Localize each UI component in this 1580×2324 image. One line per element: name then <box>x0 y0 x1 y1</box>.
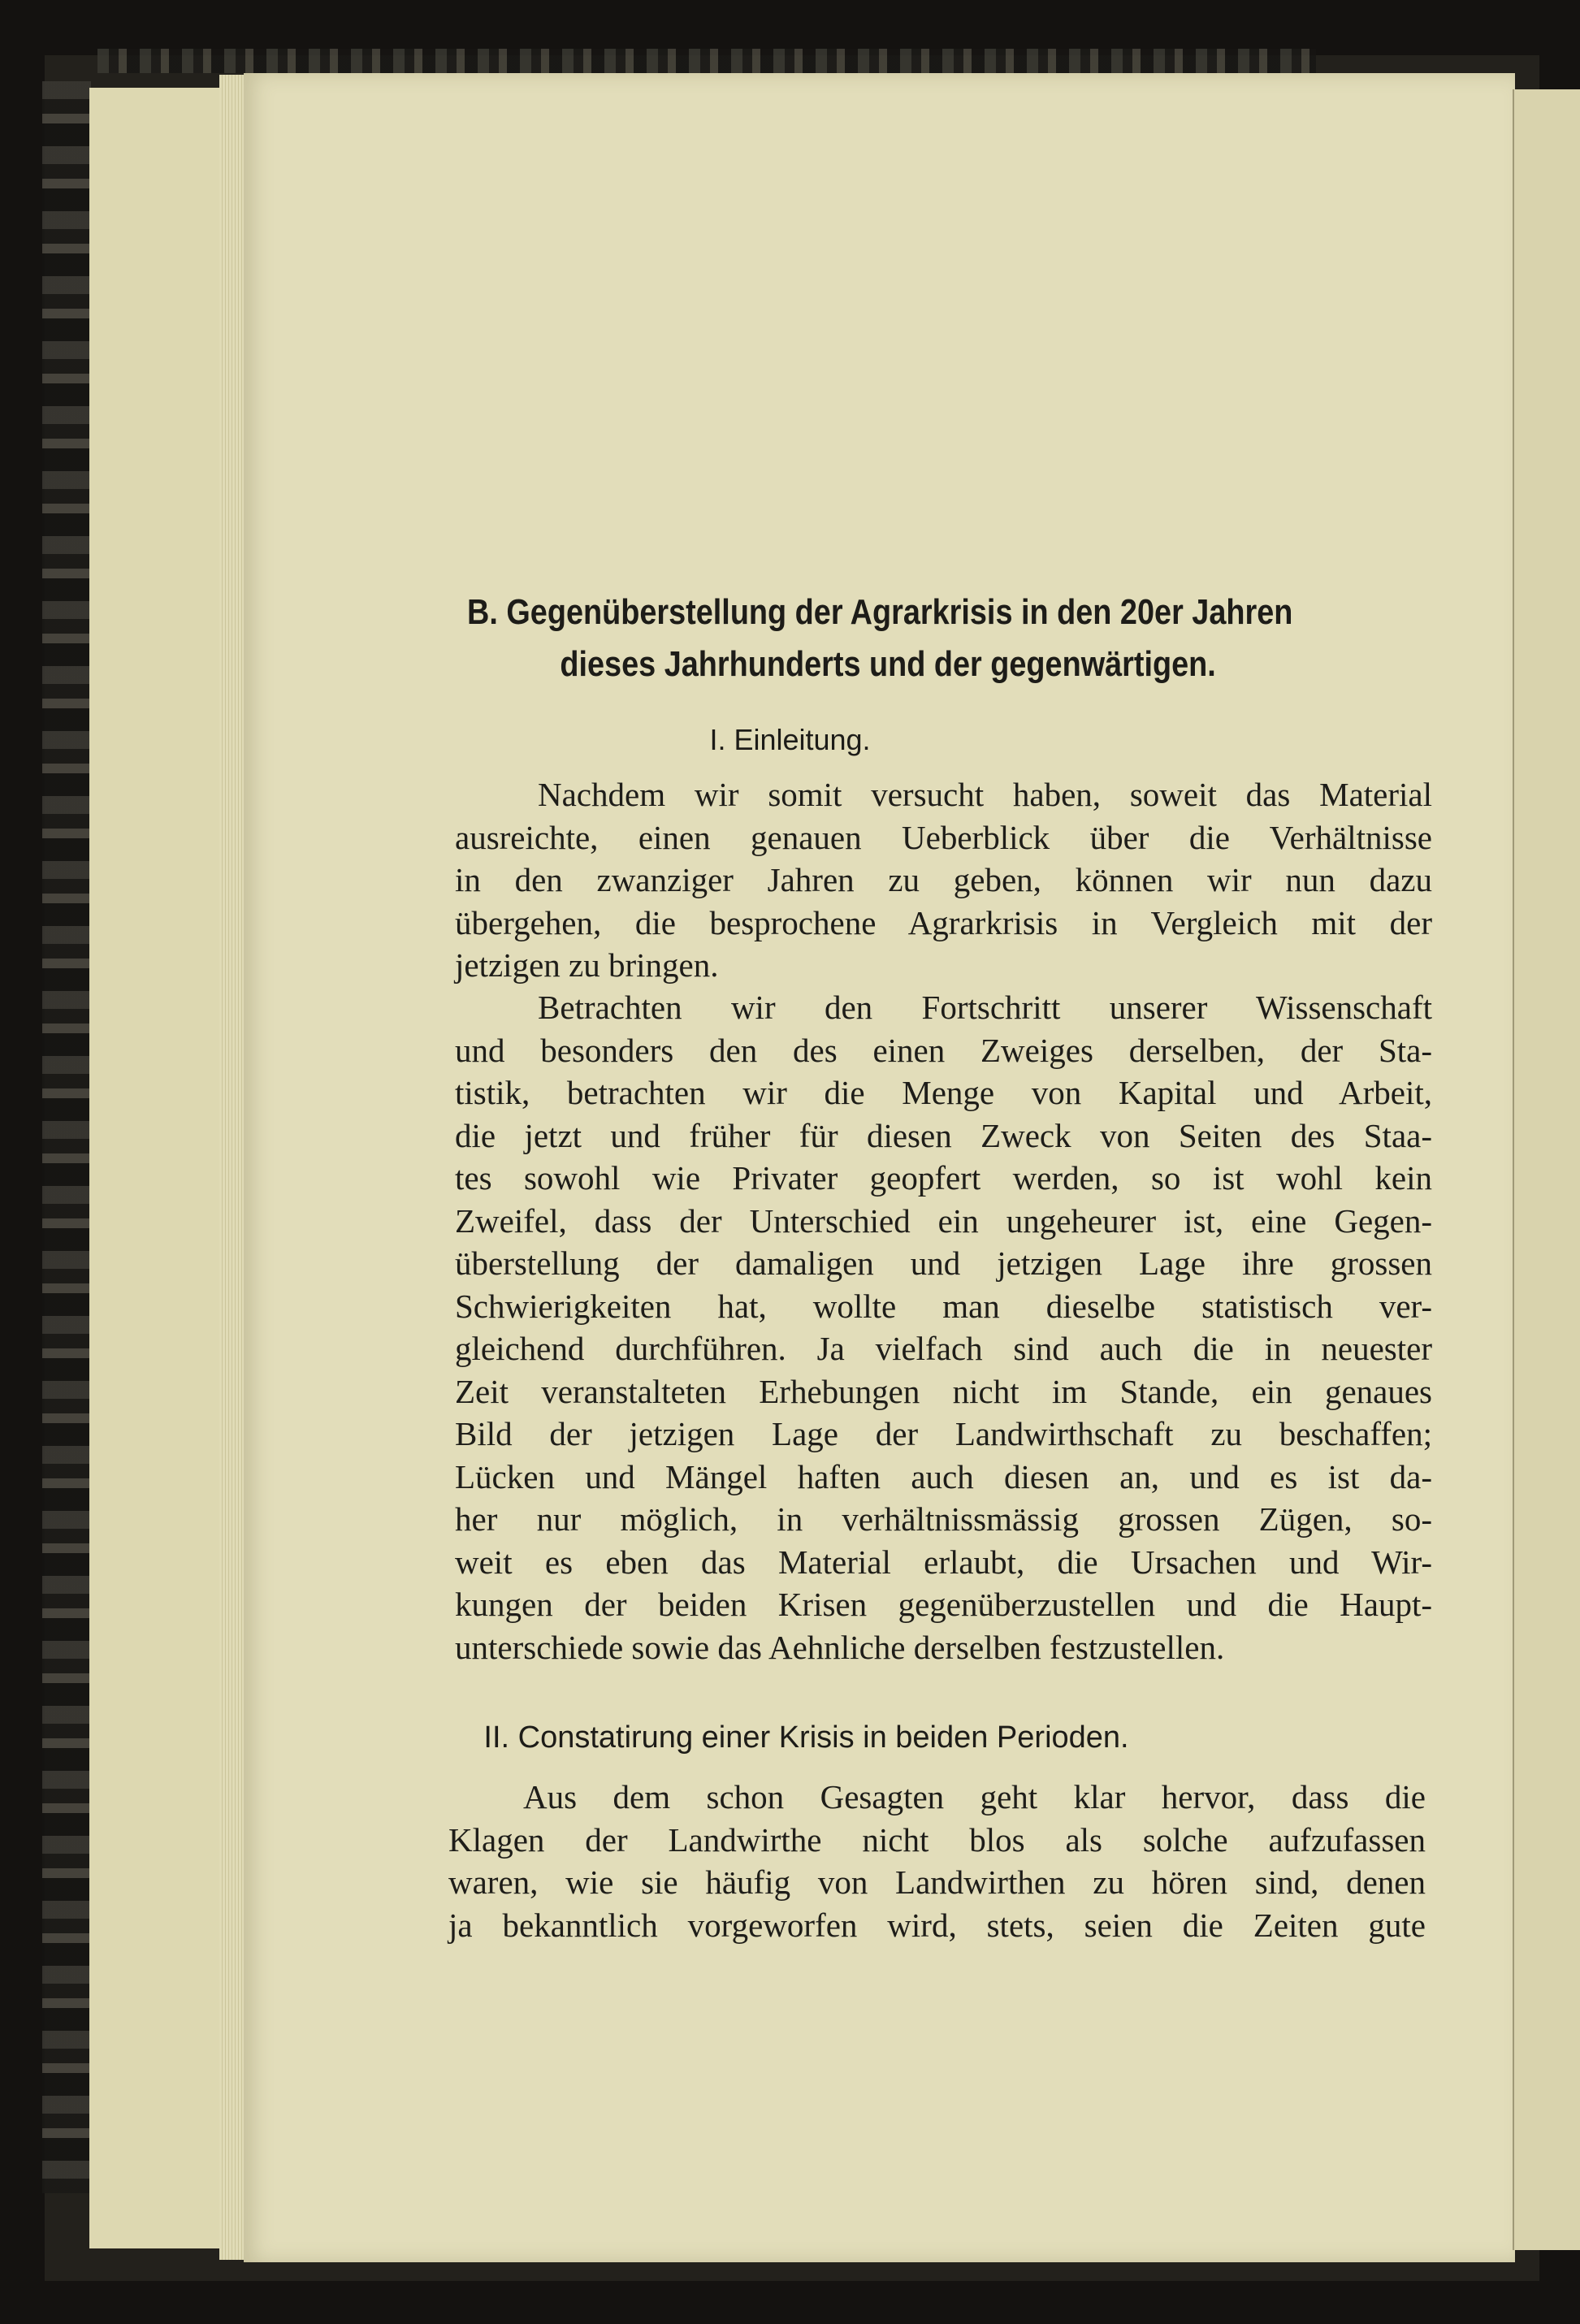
text-line: ja bekanntlich vorgeworfen wird, stets, seien die Zeiten gute <box>448 1906 1426 1944</box>
text-line: jetzigen zu bringen. <box>455 946 719 984</box>
text-line: tistik, betrachten wir die Menge von Kapital und Arbeit, <box>455 1074 1432 1111</box>
text-line: kungen der beiden Krisen gegenüberzustellen und die Haupt- <box>455 1586 1432 1623</box>
paragraph-2 <box>455 986 1432 1668</box>
section-heading <box>467 586 1305 690</box>
next-page-edge <box>1513 89 1580 2250</box>
text-line: Bild der jetzigen Lage der Landwirthschaft zu beschaffen; <box>455 1415 1432 1452</box>
text-line: die jetzt und früher für diesen Zweck von Seiten des Staa- <box>455 1116 1432 1154</box>
text-line: Klagen der Landwirthe nicht blos als solche aufzufassen <box>448 1820 1426 1859</box>
text-line: Schwierigkeiten hat, wollte man dieselbe statistisch ver- <box>455 1287 1432 1325</box>
paragraph-1 <box>455 773 1432 987</box>
text-line: Nachdem wir somit versucht haben, soweit das Material <box>538 776 1432 813</box>
text-line: weit es eben das Material erlaubt, die Ursachen und Wir- <box>455 1543 1432 1581</box>
section-heading-line2: dieses Jahrhunderts und der gegenwärtigen. <box>560 644 1216 684</box>
text-line: waren, wie sie häufig von Landwirthen zu hören sind, denen <box>448 1863 1426 1901</box>
text-line: her nur möglich, in verhältnissmässig grossen Zügen, so- <box>455 1500 1432 1538</box>
section-heading-line1: B. Gegenüberstellung der Agrarkrisis in den 20er Jahren <box>467 592 1293 632</box>
text-line: übergehen, die besprochene Agrarkrisis in Vergleich mit der <box>455 903 1432 941</box>
text-line: und besonders den des einen Zweiges derselben, der Sta- <box>455 1031 1432 1069</box>
subsection-title-2: II. Constatirung einer Krisis in beiden Perioden. <box>483 1720 1129 1755</box>
text-line: in den zwanziger Jahren zu geben, können wir nun dazu <box>455 861 1432 898</box>
text-line: Zweifel, dass der Unterschied ein ungeheurer ist, eine Gegen- <box>455 1201 1432 1240</box>
subsection-title-1: I. Einleitung. <box>709 723 871 756</box>
text-line: Aus dem schon Gesagten geht klar hervor, dass die <box>523 1778 1426 1815</box>
text-line: tes sowohl wie Privater geopfert werden, so ist wohl kein <box>455 1159 1432 1197</box>
text-line: Lücken und Mängel haften auch diesen an, und es ist da- <box>455 1457 1432 1495</box>
paragraph-3 <box>448 1776 1426 1946</box>
text-line: unterschiede sowie das Aehnliche derselben festzustellen. <box>455 1628 1225 1666</box>
cover-top-edge <box>97 49 1316 73</box>
cover-left-edge <box>42 81 91 2193</box>
text-line: Zeit veranstalteten Erhebungen nicht im Stande, ein genaues <box>455 1372 1432 1410</box>
text-line: Betrachten wir den Fortschritt unserer Wissenschaft <box>538 989 1432 1026</box>
text-line: überstellung der damaligen und jetzigen Lage ihre grossen <box>455 1244 1432 1282</box>
text-line: gleichend durchführen. Ja vielfach sind auch die in neuester <box>455 1330 1432 1367</box>
bleed-through-text <box>463 268 1438 541</box>
text-line: ausreichte, einen genauen Ueberblick über die Verhältnisse <box>455 818 1432 856</box>
